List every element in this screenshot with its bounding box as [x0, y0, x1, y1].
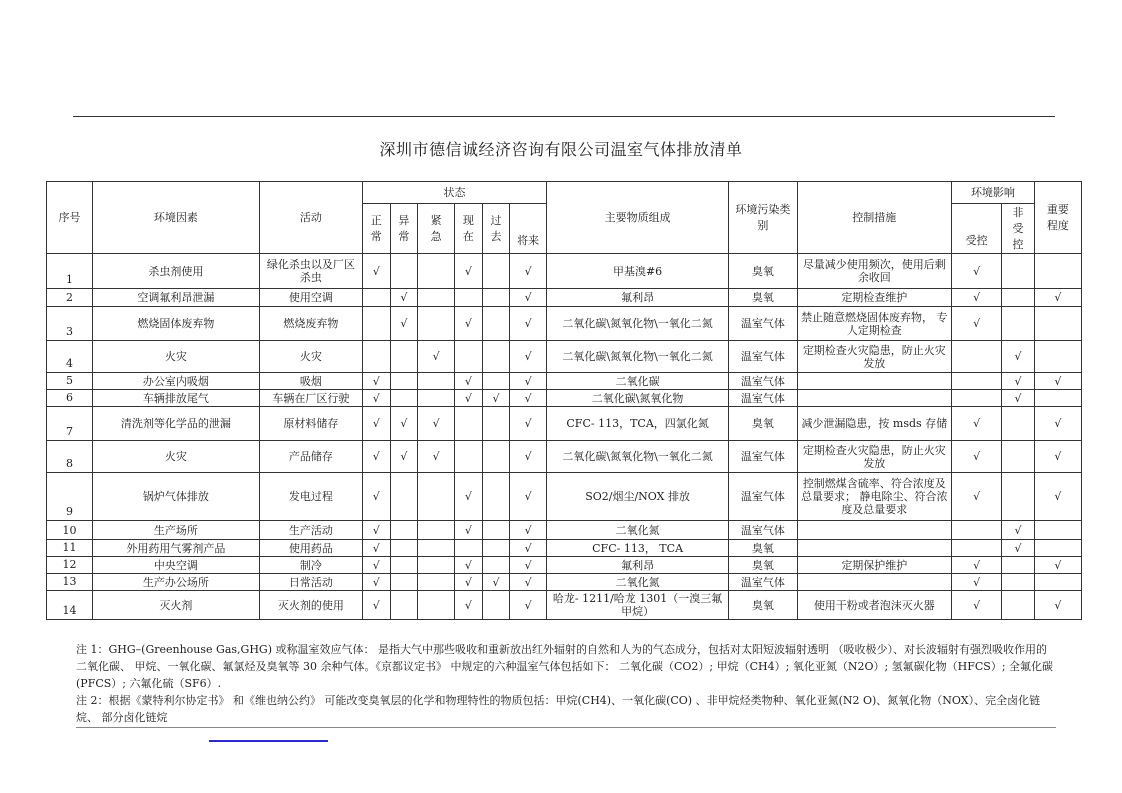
cell-now: √ — [455, 591, 483, 620]
cell-factor: 车辆排放尾气 — [93, 390, 260, 407]
header-impact-uncontrolled-label: 非受控 — [1012, 205, 1024, 251]
header-severity-label: 重要程度 — [1046, 202, 1069, 232]
cell-severity — [1034, 521, 1081, 540]
header-state-normal-label: 正常 — [370, 213, 382, 243]
cell-controlled: √ — [952, 407, 1002, 441]
header-no: 序号 — [47, 182, 93, 254]
header-control: 控制措施 — [797, 182, 951, 254]
cell-abnormal — [390, 591, 418, 620]
header-impact-controlled: 受控 — [952, 204, 1002, 254]
header-state-past-label: 过去 — [490, 213, 502, 243]
cell-composition: 二氧化碳\氮氧化物\一氧化二氮 — [547, 307, 729, 341]
cell-no: 5 — [47, 373, 93, 390]
cell-composition: 二氧化氮 — [547, 574, 729, 591]
cell-uncontrolled: √ — [1002, 390, 1035, 407]
cell-normal: √ — [363, 540, 391, 557]
cell-past: √ — [482, 390, 510, 407]
cell-abnormal: √ — [390, 307, 418, 341]
cell-controlled: √ — [952, 591, 1002, 620]
cell-controlled: √ — [952, 307, 1002, 341]
cell-past — [482, 341, 510, 373]
cell-control: 禁止随意燃烧固体废弃物， 专人定期检查 — [797, 307, 951, 341]
cell-activity: 原材料储存 — [259, 407, 362, 441]
cell-now: √ — [455, 557, 483, 574]
cell-pollution: 温室气体 — [729, 441, 798, 473]
cell-composition: 二氧化碳\氮氧化物\一氧化二氮 — [547, 341, 729, 373]
cell-factor: 清洗剂等化学品的泄漏 — [93, 407, 260, 441]
cell-activity: 发电过程 — [259, 473, 362, 521]
cell-no: 8 — [47, 441, 93, 473]
cell-activity: 使用空调 — [259, 289, 362, 307]
table-row — [47, 521, 1082, 540]
cell-emergency: √ — [418, 407, 455, 441]
cell-factor: 空调氟利昂泄漏 — [93, 289, 260, 307]
cell-future: √ — [510, 373, 547, 390]
footer-rule — [76, 727, 1056, 728]
cell-composition: 二氧化碳 — [547, 373, 729, 390]
cell-normal: √ — [363, 521, 391, 540]
cell-activity: 日常活动 — [259, 574, 362, 591]
cell-uncontrolled — [1002, 407, 1035, 441]
cell-pollution: 温室气体 — [729, 341, 798, 373]
cell-no: 14 — [47, 591, 93, 620]
cell-no: 12 — [47, 557, 93, 574]
cell-future: √ — [510, 289, 547, 307]
cell-factor: 锅炉气体排放 — [93, 473, 260, 521]
cell-uncontrolled — [1002, 591, 1035, 620]
cell-factor: 外用药用气雾剂产品 — [93, 540, 260, 557]
cell-severity: √ — [1034, 373, 1081, 390]
cell-severity — [1034, 307, 1081, 341]
cell-factor: 火灾 — [93, 441, 260, 473]
cell-past — [482, 289, 510, 307]
cell-activity: 绿化杀虫以及厂区杀虫 — [259, 254, 362, 289]
table-row — [47, 574, 1082, 591]
cell-past — [482, 473, 510, 521]
cell-now — [455, 341, 483, 373]
cell-composition: 甲基溴#6 — [547, 254, 729, 289]
cell-activity: 制冷 — [259, 557, 362, 574]
cell-emergency — [418, 557, 455, 574]
table-row — [47, 373, 1082, 390]
cell-factor: 生产场所 — [93, 521, 260, 540]
emission-inventory-table — [46, 181, 1082, 620]
cell-control — [797, 574, 951, 591]
cell-uncontrolled: √ — [1002, 540, 1035, 557]
cell-abnormal — [390, 540, 418, 557]
cell-normal: √ — [363, 574, 391, 591]
cell-control: 定期检查维护 — [797, 289, 951, 307]
cell-pollution: 温室气体 — [729, 373, 798, 390]
cell-factor: 火灾 — [93, 341, 260, 373]
cell-now: √ — [455, 521, 483, 540]
cell-now: √ — [455, 373, 483, 390]
cell-composition: 哈龙- 1211/哈龙 1301（一溴三氟甲烷） — [547, 591, 729, 620]
header-state-emergency-label: 紧急 — [430, 213, 442, 243]
cell-abnormal: √ — [390, 407, 418, 441]
cell-severity: √ — [1034, 407, 1081, 441]
cell-pollution: 温室气体 — [729, 390, 798, 407]
cell-now — [455, 289, 483, 307]
cell-abnormal — [390, 473, 418, 521]
cell-past — [482, 254, 510, 289]
cell-activity: 灭火剂的使用 — [259, 591, 362, 620]
header-state-normal — [363, 204, 391, 254]
cell-controlled: √ — [952, 441, 1002, 473]
cell-controlled: √ — [952, 289, 1002, 307]
cell-now — [455, 407, 483, 441]
cell-pollution: 臭氧 — [729, 407, 798, 441]
cell-controlled — [952, 341, 1002, 373]
cell-factor: 办公室内吸烟 — [93, 373, 260, 390]
cell-control — [797, 373, 951, 390]
cell-composition: 二氧化碳\氮氧化物 — [547, 390, 729, 407]
header-state-emergency — [418, 204, 455, 254]
cell-no: 7 — [47, 407, 93, 441]
cell-severity: √ — [1034, 473, 1081, 521]
table-row — [47, 473, 1082, 521]
cell-past — [482, 540, 510, 557]
cell-pollution: 温室气体 — [729, 473, 798, 521]
cell-control — [797, 390, 951, 407]
cell-severity — [1034, 540, 1081, 557]
cell-pollution: 臭氧 — [729, 254, 798, 289]
cell-normal — [363, 341, 391, 373]
cell-emergency — [418, 521, 455, 540]
cell-uncontrolled: √ — [1002, 373, 1035, 390]
table-row — [47, 540, 1082, 557]
table-row — [47, 390, 1082, 407]
header-severity — [1034, 182, 1081, 254]
cell-severity: √ — [1034, 591, 1081, 620]
cell-control: 控制燃煤含硫率、符合浓度及总量要求； 静电除尘、符合浓度及总量要求 — [797, 473, 951, 521]
cell-past: √ — [482, 574, 510, 591]
cell-severity: √ — [1034, 441, 1081, 473]
cell-activity: 吸烟 — [259, 373, 362, 390]
cell-factor: 杀虫剂使用 — [93, 254, 260, 289]
cell-pollution: 臭氧 — [729, 540, 798, 557]
table-row — [47, 557, 1082, 574]
cell-future: √ — [510, 341, 547, 373]
cell-emergency — [418, 254, 455, 289]
cell-activity: 生产活动 — [259, 521, 362, 540]
cell-past — [482, 441, 510, 473]
cell-now — [455, 441, 483, 473]
cell-normal: √ — [363, 591, 391, 620]
table-row — [47, 407, 1082, 441]
footer-link-underline[interactable] — [209, 740, 328, 742]
cell-controlled — [952, 373, 1002, 390]
cell-future: √ — [510, 521, 547, 540]
cell-control: 尽量减少使用频次，使用后剩余收回 — [797, 254, 951, 289]
cell-composition: SO2/烟尘/NOX 排放 — [547, 473, 729, 521]
cell-now: √ — [455, 390, 483, 407]
cell-uncontrolled — [1002, 254, 1035, 289]
cell-normal: √ — [363, 390, 391, 407]
footnote-1: 注 1：GHG–(Greenhouse Gas,GHG) 或称温室效应气体： 是指大气中那些吸收和重新放出红外辐射的自然和人为的气态成分，包括对太阳短波辐射透明 （吸收极少）、对长波辐射有强烈吸收作用的二氧化碳、 甲烷、一氧化碳、氟氯烃及臭氧等 30 余种气体。《京都议定书》 中规定的六种温室气体包括如下： 二氧化碳（CO2）; 甲烷（CH4）; 氧化亚氮（N2O）; 氢氟碳化物（HFCS）; 全氟化碳(PFCS）; 六氟化硫（SF6）. — [76, 643, 1054, 690]
cell-controlled — [952, 390, 1002, 407]
header-state-future: 将来 — [510, 204, 547, 254]
header-state-now-label: 现在 — [462, 213, 474, 243]
cell-future: √ — [510, 591, 547, 620]
cell-abnormal: √ — [390, 441, 418, 473]
cell-emergency: √ — [418, 441, 455, 473]
header-state-now — [455, 204, 483, 254]
cell-uncontrolled — [1002, 574, 1035, 591]
cell-controlled: √ — [952, 574, 1002, 591]
cell-no: 10 — [47, 521, 93, 540]
header-activity: 活动 — [259, 182, 362, 254]
cell-no: 6 — [47, 390, 93, 407]
cell-no: 2 — [47, 289, 93, 307]
cell-past — [482, 373, 510, 390]
cell-abnormal — [390, 341, 418, 373]
cell-factor: 燃烧固体废弃物 — [93, 307, 260, 341]
cell-controlled: √ — [952, 254, 1002, 289]
cell-emergency — [418, 307, 455, 341]
cell-controlled — [952, 540, 1002, 557]
cell-normal: √ — [363, 557, 391, 574]
cell-future: √ — [510, 574, 547, 591]
cell-past — [482, 521, 510, 540]
cell-normal — [363, 289, 391, 307]
cell-uncontrolled — [1002, 441, 1035, 473]
cell-past — [482, 591, 510, 620]
cell-control — [797, 521, 951, 540]
header-state: 状态 — [363, 182, 547, 204]
header-state-past — [482, 204, 510, 254]
cell-composition: 二氧化氮 — [547, 521, 729, 540]
cell-abnormal — [390, 373, 418, 390]
cell-future: √ — [510, 441, 547, 473]
cell-emergency — [418, 574, 455, 591]
cell-future: √ — [510, 540, 547, 557]
cell-pollution: 温室气体 — [729, 521, 798, 540]
cell-now — [455, 540, 483, 557]
cell-now: √ — [455, 307, 483, 341]
page-title: 深圳市德信诚经济咨询有限公司温室气体排放清单 — [379, 140, 743, 159]
header-impact-uncontrolled — [1002, 204, 1035, 254]
cell-activity: 车辆在厂区行驶 — [259, 390, 362, 407]
cell-emergency — [418, 289, 455, 307]
cell-emergency — [418, 591, 455, 620]
cell-future: √ — [510, 390, 547, 407]
cell-no: 1 — [47, 254, 93, 289]
table-row — [47, 341, 1082, 373]
cell-composition: 氟利昂 — [547, 289, 729, 307]
cell-no: 11 — [47, 540, 93, 557]
header-pollution: 环境污染类别 — [729, 182, 798, 254]
cell-no: 13 — [47, 574, 93, 591]
cell-past — [482, 557, 510, 574]
cell-control: 减少泄漏隐患，按 msds 存储 — [797, 407, 951, 441]
cell-control: 使用干粉或者泡沫灭火器 — [797, 591, 951, 620]
cell-factor: 灭火剂 — [93, 591, 260, 620]
header-state-abnormal-label: 异常 — [398, 213, 410, 243]
cell-no: 3 — [47, 307, 93, 341]
header-composition: 主要物质组成 — [547, 182, 729, 254]
cell-future: √ — [510, 254, 547, 289]
cell-normal: √ — [363, 441, 391, 473]
table-body — [47, 254, 1082, 620]
table-row — [47, 289, 1082, 307]
cell-no: 4 — [47, 341, 93, 373]
cell-pollution: 温室气体 — [729, 574, 798, 591]
cell-control: 定期保护维护 — [797, 557, 951, 574]
cell-uncontrolled — [1002, 557, 1035, 574]
cell-activity: 使用药品 — [259, 540, 362, 557]
table-row — [47, 441, 1082, 473]
cell-abnormal — [390, 254, 418, 289]
cell-future: √ — [510, 407, 547, 441]
cell-composition: 二氧化碳\氮氧化物\一氧化二氮 — [547, 441, 729, 473]
table-row — [47, 591, 1082, 620]
cell-controlled — [952, 521, 1002, 540]
cell-future: √ — [510, 307, 547, 341]
cell-pollution: 臭氧 — [729, 289, 798, 307]
cell-emergency: √ — [418, 341, 455, 373]
cell-pollution: 臭氧 — [729, 557, 798, 574]
cell-activity: 火灾 — [259, 341, 362, 373]
cell-control: 定期检查火灾隐患，防止火灾发放 — [797, 441, 951, 473]
cell-factor: 中央空调 — [93, 557, 260, 574]
footnote-2: 注 2：根据《蒙特利尔协定书》 和《维也纳公约》 可能改变臭氧层的化学和物理特性的物质包括：甲烷(CH4)、一氧化碳(CO) 、非甲烷烃类物种、氧化亚氮(N2 O)、氮氧化物（NOX）、完全卤化链烷、 部分卤化链烷 — [76, 694, 1041, 724]
table-row — [47, 254, 1082, 289]
cell-pollution: 温室气体 — [729, 307, 798, 341]
cell-emergency — [418, 390, 455, 407]
cell-emergency — [418, 540, 455, 557]
cell-pollution: 臭氧 — [729, 591, 798, 620]
cell-uncontrolled — [1002, 473, 1035, 521]
cell-normal: √ — [363, 407, 391, 441]
cell-past — [482, 407, 510, 441]
footnotes — [76, 641, 1056, 726]
cell-activity: 燃烧废弃物 — [259, 307, 362, 341]
header-impact: 环境影响 — [952, 182, 1035, 204]
cell-severity — [1034, 390, 1081, 407]
cell-severity: √ — [1034, 289, 1081, 307]
cell-future: √ — [510, 473, 547, 521]
cell-composition: CFC- 113， TCA — [547, 540, 729, 557]
cell-no: 9 — [47, 473, 93, 521]
cell-now: √ — [455, 473, 483, 521]
cell-uncontrolled — [1002, 289, 1035, 307]
cell-uncontrolled — [1002, 307, 1035, 341]
cell-activity: 产品储存 — [259, 441, 362, 473]
cell-composition: CFC- 113，TCA，四氯化氮 — [547, 407, 729, 441]
cell-abnormal — [390, 557, 418, 574]
cell-normal: √ — [363, 254, 391, 289]
cell-severity — [1034, 341, 1081, 373]
cell-abnormal — [390, 521, 418, 540]
cell-future: √ — [510, 557, 547, 574]
cell-abnormal — [390, 574, 418, 591]
table-row — [47, 307, 1082, 341]
cell-uncontrolled: √ — [1002, 341, 1035, 373]
header-state-abnormal — [390, 204, 418, 254]
cell-controlled: √ — [952, 557, 1002, 574]
header-rule — [73, 116, 1055, 117]
cell-now: √ — [455, 574, 483, 591]
cell-factor: 生产办公场所 — [93, 574, 260, 591]
cell-normal: √ — [363, 373, 391, 390]
cell-composition: 氟利昂 — [547, 557, 729, 574]
cell-abnormal: √ — [390, 289, 418, 307]
cell-now: √ — [455, 254, 483, 289]
cell-controlled: √ — [952, 473, 1002, 521]
cell-severity — [1034, 574, 1081, 591]
cell-abnormal — [390, 390, 418, 407]
cell-past — [482, 307, 510, 341]
cell-severity — [1034, 254, 1081, 289]
cell-control: 定期检查火灾隐患，防止火灾发放 — [797, 341, 951, 373]
cell-normal — [363, 307, 391, 341]
cell-uncontrolled: √ — [1002, 521, 1035, 540]
cell-severity: √ — [1034, 557, 1081, 574]
cell-emergency — [418, 473, 455, 521]
header-factor: 环境因素 — [93, 182, 260, 254]
cell-control — [797, 540, 951, 557]
cell-normal: √ — [363, 473, 391, 521]
cell-emergency — [418, 373, 455, 390]
